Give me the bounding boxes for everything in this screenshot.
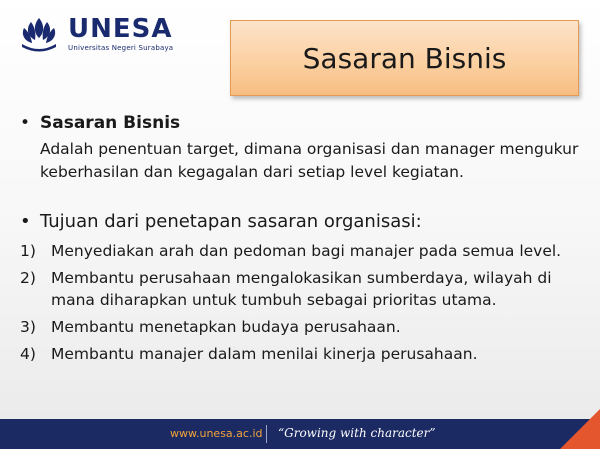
bullet-dot: • [20, 113, 31, 133]
list-item [20, 316, 580, 338]
unesa-emblem-icon [18, 14, 60, 54]
footer-url-link[interactable]: www.unesa.ac.id [170, 427, 263, 440]
footer-bar [0, 419, 600, 449]
list-item-text: Menyediakan arah dan pedoman bagi manajer pada semua level. [51, 242, 562, 260]
logo-name: UNESA [68, 14, 173, 44]
list-item [20, 343, 580, 365]
bullet-1 [20, 112, 580, 134]
list-item [20, 267, 580, 311]
list-item-text: Membantu menetapkan budaya perusahaan. [51, 318, 401, 336]
objectives-list [20, 240, 580, 365]
bullet-1-text: Adalah penentuan target, dimana organisasi dan manager mengukur keberhasilan dan kegagalan dari setiap level kegiatan. [40, 140, 579, 181]
bullet-2-heading: Tujuan dari penetapan sasaran organisasi: [40, 211, 422, 232]
slide-content [20, 112, 580, 370]
list-item-number: 3) [20, 318, 36, 336]
slide-title: Sasaran Bisnis [302, 41, 507, 75]
list-item-number: 4) [20, 345, 36, 363]
list-item-text: Membantu perusahaan mengalokasikan sumberdaya, wilayah di mana diharapkan untuk tumbuh sebagai prioritas utama. [51, 269, 552, 309]
footer-tagline: “Growing with character” [278, 426, 436, 440]
list-item [20, 240, 580, 262]
footer-divider [266, 425, 267, 443]
list-item-number: 1) [20, 242, 36, 260]
bullet-1-heading: Sasaran Bisnis [40, 113, 181, 133]
logo-subtitle: Universitas Negeri Surabaya [68, 44, 174, 52]
slide-title-box [230, 20, 579, 96]
bullet-2 [20, 210, 580, 234]
list-item-text: Membantu manajer dalam menilai kinerja perusahaan. [51, 345, 478, 363]
bullet-dot: • [20, 211, 31, 232]
footer-corner-accent [560, 409, 600, 449]
unesa-logo [18, 14, 173, 54]
list-item-number: 2) [20, 269, 36, 287]
